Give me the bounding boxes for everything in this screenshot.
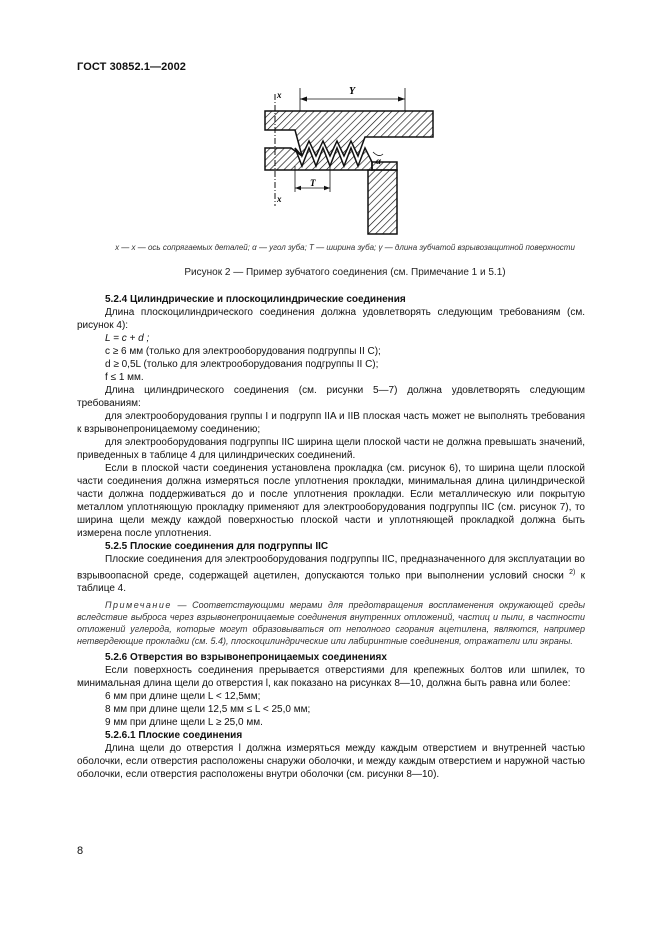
- vertical-leg: [368, 170, 397, 234]
- formula-line: f ≤ 1 мм.: [105, 372, 144, 383]
- paragraph: [77, 553, 585, 595]
- standard-header: ГОСТ 30852.1—2002: [77, 61, 187, 73]
- paragraph: Длина щели до отверстия l должна измеряться между каждым отверстием и внутренней частью оболочки, если отверстия расположены снаружи оболочки, и между каждым отверстием и наружной частью оболочки, если отверстия расположены внутри оболочки (см. рисунки 8—10).: [77, 743, 585, 781]
- figure-legend: x — x — ось сопрягаемых деталей; α — угол зуба; T — ширина зуба; γ — длина зубчатой взрывозащитной поверхности: [115, 243, 575, 252]
- figure-label-y: Y: [349, 86, 356, 97]
- document-body: [77, 293, 585, 781]
- section-5-2-5-heading: 5.2.5 Плоские соединения для подгруппы IIC: [105, 541, 329, 552]
- note-text: — Соответствующими мерами для предотвращения воспламенения окружающей среды вследствие выброса через взрывонепроницаемые соединения внутренних отложений, частиц и пыли, в частности отложений углерода, которые могут образовываться от неполного сгорания ацетилена, являются, например нетвердеющие прокладки (см. 5.4), плоскоцилиндрические или лабиринтные соединения, отражатели или экраны.: [77, 600, 585, 647]
- paragraph-text: к таблице 4.: [77, 570, 586, 595]
- figure-label-x-top: x: [277, 90, 282, 100]
- paragraph: Если поверхность соединения прерывается отверстиями для крепежных болтов или шпилек, то минимальная длина щели до отверстия l, как показано на рисунках 8—10, должна быть равна или более:: [77, 665, 585, 690]
- paragraph: Длина плоскоцилиндрического соединения должна удовлетворять следующим требованиям (см. рисунок 4):: [77, 307, 585, 331]
- figure-label-x-bottom: x: [277, 194, 282, 204]
- list-item: 6 мм при длине щели L < 12,5мм;: [105, 691, 261, 703]
- footnote-ref: 2): [569, 569, 576, 576]
- list-item: 9 мм при длине щели L ≥ 25,0 мм.: [105, 717, 263, 729]
- paragraph: для электрооборудования подгруппы IIC ширина щели плоской части не должна превышать значений, приведенных в таблице 4 для цилиндрических соединений.: [77, 437, 585, 461]
- section-5-2-4-heading: 5.2.4 Цилиндрические и плоскоцилиндрические соединения: [105, 294, 406, 305]
- figure-caption: Рисунок 2 — Пример зубчатого соединения (см. Примечание 1 и 5.1): [184, 267, 506, 278]
- figure-toothed-joint: [255, 78, 445, 238]
- paragraph-text: Плоские соединения для электрооборудования подгруппы IIC, предназначенного для эксплуатации во взрывоопасной среде, содержащей ацетилен, допускаются только при выполнении условий сноски: [77, 554, 585, 582]
- formula-line: L = c + d ;: [105, 333, 150, 344]
- section-5-2-6-1-heading: 5.2.6.1 Плоские соединения: [105, 730, 243, 742]
- section-5-2-6-heading: 5.2.6 Отверстия во взрывонепроницаемых соединениях: [105, 652, 387, 664]
- formula-line: d ≥ 0,5L (только для электрооборудования подгруппы II C);: [105, 359, 379, 370]
- figure-label-alpha: α: [376, 156, 381, 166]
- page-number: 8: [77, 845, 84, 857]
- note: [77, 599, 585, 647]
- figure-label-t: T: [310, 178, 316, 188]
- note-label: Примечание: [105, 600, 172, 611]
- paragraph: для электрооборудования группы I и подгрупп IIA и IIB плоская часть может не выполнять требования к взрывонепроницаемому соединению;: [77, 411, 585, 435]
- list-item: 8 мм при длине щели 12,5 мм ≤ L < 25,0 мм;: [105, 704, 311, 716]
- paragraph: Длина цилиндрического соединения (см. рисунки 5—7) должна удовлетворять следующим требованиям:: [77, 385, 585, 409]
- paragraph: Если в плоской части соединения установлена прокладка (см. рисунок 6), то ширина щели плоской части соединения должна измеряться после уплотнения прокладки, минимальная длина цилиндрической части должна поддерживаться до и после уплотнения прокладки. Если металлическую или покрытую металлом уплотняющую прокладку применяют для электрооборудования подгруппы IIC (см. рисунок 7), то ширина щели между каждой поверхностью плоской части и уплотняющей прокладкой должна быть измерена после уплотнения.: [77, 463, 585, 539]
- formula-line: c ≥ 6 мм (только для электрооборудования подгруппы II C);: [105, 346, 381, 357]
